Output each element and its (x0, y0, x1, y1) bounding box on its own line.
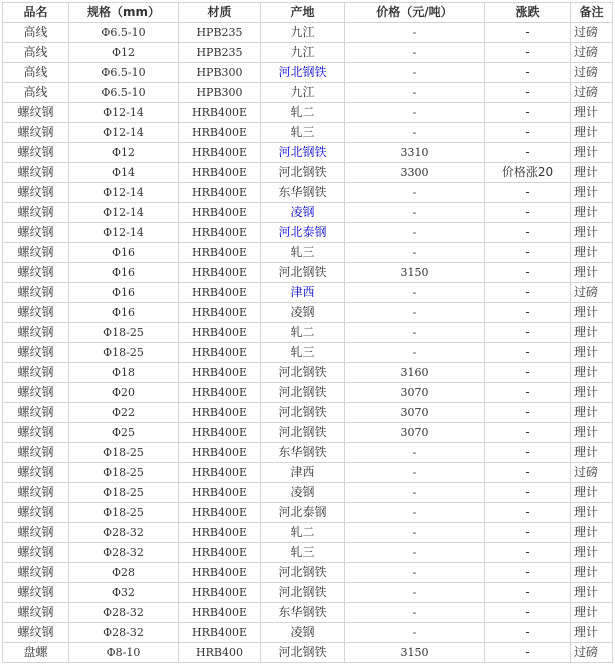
cell-spec: Φ6.5-10 (69, 63, 179, 83)
cell-origin: 河北钢铁 (261, 403, 345, 423)
cell-name: 螺纹钢 (3, 123, 69, 143)
cell-spec: Φ28-32 (69, 603, 179, 623)
cell-price: - (345, 23, 485, 43)
cell-origin: 凌钢 (261, 303, 345, 323)
table-row (3, 163, 613, 183)
cell-note: 过磅 (571, 643, 613, 663)
cell-name: 螺纹钢 (3, 223, 69, 243)
cell-material: HRB400E (179, 423, 261, 443)
cell-price: - (345, 623, 485, 643)
table-row (3, 343, 613, 363)
cell-price: - (345, 503, 485, 523)
cell-spec: Φ28 (69, 563, 179, 583)
cell-change: - (485, 543, 571, 563)
cell-origin-link[interactable]: 河北泰钢 (261, 223, 345, 243)
cell-price: - (345, 463, 485, 483)
cell-origin: 河北泰钢 (261, 503, 345, 523)
cell-change: - (485, 583, 571, 603)
cell-change: - (485, 303, 571, 323)
cell-origin: 轧二 (261, 323, 345, 343)
cell-origin: 河北钢铁 (261, 423, 345, 443)
cell-price: 3070 (345, 403, 485, 423)
cell-spec: Φ12-14 (69, 223, 179, 243)
cell-origin: 轧三 (261, 543, 345, 563)
cell-note: 理计 (571, 163, 613, 183)
cell-name: 螺纹钢 (3, 603, 69, 623)
cell-material: HRB400E (179, 223, 261, 243)
cell-material: HRB400E (179, 463, 261, 483)
cell-note: 过磅 (571, 83, 613, 103)
cell-name: 螺纹钢 (3, 303, 69, 323)
cell-spec: Φ12-14 (69, 123, 179, 143)
header-material: 材质 (179, 3, 261, 23)
cell-price: - (345, 323, 485, 343)
cell-name: 螺纹钢 (3, 243, 69, 263)
cell-change: - (485, 223, 571, 243)
cell-change: - (485, 203, 571, 223)
cell-material: HRB400E (179, 523, 261, 543)
cell-name: 螺纹钢 (3, 343, 69, 363)
cell-material: HRB400E (179, 243, 261, 263)
table-row (3, 43, 613, 63)
cell-origin: 东华钢铁 (261, 183, 345, 203)
cell-price: - (345, 343, 485, 363)
cell-name: 螺纹钢 (3, 503, 69, 523)
cell-spec: Φ25 (69, 423, 179, 443)
cell-note: 理计 (571, 243, 613, 263)
cell-name: 螺纹钢 (3, 203, 69, 223)
cell-material: HRB400E (179, 283, 261, 303)
cell-note: 理计 (571, 383, 613, 403)
cell-spec: Φ8-10 (69, 643, 179, 663)
table-row (3, 303, 613, 323)
table-row (3, 383, 613, 403)
cell-spec: Φ12 (69, 143, 179, 163)
cell-price: 3150 (345, 263, 485, 283)
table-row (3, 543, 613, 563)
cell-spec: Φ16 (69, 283, 179, 303)
cell-name: 盘螺 (3, 643, 69, 663)
table-row (3, 123, 613, 143)
cell-name: 高线 (3, 23, 69, 43)
cell-material: HRB400E (179, 383, 261, 403)
cell-price: - (345, 283, 485, 303)
cell-price: - (345, 303, 485, 323)
cell-price: - (345, 183, 485, 203)
cell-origin: 河北钢铁 (261, 643, 345, 663)
cell-spec: Φ18 (69, 363, 179, 383)
cell-material: HRB400E (179, 163, 261, 183)
cell-change: - (485, 623, 571, 643)
cell-origin-link[interactable]: 凌钢 (261, 203, 345, 223)
cell-note: 理计 (571, 263, 613, 283)
cell-spec: Φ12-14 (69, 103, 179, 123)
cell-material: HRB400E (179, 263, 261, 283)
cell-change: - (485, 363, 571, 383)
table-row (3, 463, 613, 483)
cell-material: HPB300 (179, 83, 261, 103)
cell-note: 理计 (571, 503, 613, 523)
cell-change: - (485, 23, 571, 43)
cell-name: 螺纹钢 (3, 363, 69, 383)
cell-note: 理计 (571, 143, 613, 163)
cell-note: 过磅 (571, 23, 613, 43)
cell-change: - (485, 503, 571, 523)
cell-material: HRB400E (179, 183, 261, 203)
cell-name: 高线 (3, 83, 69, 103)
cell-spec: Φ6.5-10 (69, 23, 179, 43)
cell-origin: 河北钢铁 (261, 383, 345, 403)
cell-price: - (345, 543, 485, 563)
cell-change: - (485, 643, 571, 663)
cell-spec: Φ28-32 (69, 543, 179, 563)
cell-origin: 津西 (261, 463, 345, 483)
cell-change: 价格涨20 (485, 163, 571, 183)
cell-origin: 轧二 (261, 523, 345, 543)
header-origin: 产地 (261, 3, 345, 23)
cell-spec: Φ18-25 (69, 483, 179, 503)
table-row (3, 503, 613, 523)
cell-material: HRB400E (179, 363, 261, 383)
cell-spec: Φ14 (69, 163, 179, 183)
table-row (3, 483, 613, 503)
cell-note: 理计 (571, 183, 613, 203)
cell-change: - (485, 463, 571, 483)
cell-spec: Φ28-32 (69, 523, 179, 543)
cell-price: - (345, 583, 485, 603)
cell-change: - (485, 183, 571, 203)
cell-name: 螺纹钢 (3, 583, 69, 603)
cell-material: HRB400E (179, 203, 261, 223)
table-row (3, 563, 613, 583)
cell-note: 理计 (571, 523, 613, 543)
cell-material: HRB400E (179, 403, 261, 423)
table-row (3, 183, 613, 203)
cell-name: 螺纹钢 (3, 563, 69, 583)
header-note: 备注 (571, 3, 613, 23)
table-row (3, 243, 613, 263)
cell-origin: 凌钢 (261, 623, 345, 643)
cell-name: 螺纹钢 (3, 443, 69, 463)
cell-name: 螺纹钢 (3, 423, 69, 443)
cell-name: 高线 (3, 43, 69, 63)
cell-name: 螺纹钢 (3, 483, 69, 503)
cell-price: - (345, 443, 485, 463)
cell-material: HPB235 (179, 43, 261, 63)
table-row (3, 443, 613, 463)
cell-material: HRB400E (179, 143, 261, 163)
cell-note: 理计 (571, 443, 613, 463)
cell-origin: 九江 (261, 83, 345, 103)
cell-material: HRB400E (179, 343, 261, 363)
cell-price: 3070 (345, 423, 485, 443)
cell-spec: Φ16 (69, 263, 179, 283)
cell-note: 理计 (571, 323, 613, 343)
table-row (3, 363, 613, 383)
cell-name: 螺纹钢 (3, 103, 69, 123)
cell-note: 理计 (571, 343, 613, 363)
cell-spec: Φ22 (69, 403, 179, 423)
cell-change: - (485, 283, 571, 303)
cell-name: 螺纹钢 (3, 323, 69, 343)
cell-note: 理计 (571, 203, 613, 223)
cell-origin: 河北钢铁 (261, 583, 345, 603)
table-row (3, 63, 613, 83)
cell-change: - (485, 143, 571, 163)
table-row (3, 263, 613, 283)
table-row (3, 423, 613, 443)
cell-origin: 河北钢铁 (261, 263, 345, 283)
table-row (3, 143, 613, 163)
table-row (3, 223, 613, 243)
cell-name: 螺纹钢 (3, 143, 69, 163)
cell-note: 理计 (571, 103, 613, 123)
cell-change: - (485, 103, 571, 123)
cell-origin: 东华钢铁 (261, 603, 345, 623)
cell-price: - (345, 603, 485, 623)
cell-material: HRB400E (179, 563, 261, 583)
cell-spec: Φ18-25 (69, 323, 179, 343)
cell-price: 3160 (345, 363, 485, 383)
table-row (3, 523, 613, 543)
cell-spec: Φ18-25 (69, 463, 179, 483)
cell-name: 螺纹钢 (3, 183, 69, 203)
cell-note: 理计 (571, 603, 613, 623)
cell-origin-link[interactable]: 河北钢铁 (261, 143, 345, 163)
table-body (3, 23, 613, 663)
cell-price: - (345, 203, 485, 223)
cell-material: HPB300 (179, 63, 261, 83)
cell-price: 3150 (345, 643, 485, 663)
cell-spec: Φ18-25 (69, 443, 179, 463)
cell-name: 高线 (3, 63, 69, 83)
cell-spec: Φ20 (69, 383, 179, 403)
cell-price: 3310 (345, 143, 485, 163)
cell-spec: Φ32 (69, 583, 179, 603)
cell-note: 过磅 (571, 43, 613, 63)
cell-note: 理计 (571, 623, 613, 643)
header-change: 涨跌 (485, 3, 571, 23)
cell-note: 理计 (571, 483, 613, 503)
cell-name: 螺纹钢 (3, 163, 69, 183)
table-row (3, 403, 613, 423)
header-spec: 规格（mm） (69, 3, 179, 23)
cell-material: HRB400E (179, 543, 261, 563)
cell-change: - (485, 423, 571, 443)
cell-origin-link[interactable]: 河北钢铁 (261, 63, 345, 83)
cell-name: 螺纹钢 (3, 623, 69, 643)
cell-material: HRB400E (179, 503, 261, 523)
cell-note: 理计 (571, 583, 613, 603)
cell-note: 过磅 (571, 63, 613, 83)
cell-note: 理计 (571, 303, 613, 323)
cell-material: HRB400E (179, 623, 261, 643)
cell-change: - (485, 443, 571, 463)
cell-change: - (485, 83, 571, 103)
cell-change: - (485, 343, 571, 363)
cell-origin: 东华钢铁 (261, 443, 345, 463)
cell-price: - (345, 103, 485, 123)
cell-material: HRB400E (179, 443, 261, 463)
cell-origin: 轧三 (261, 343, 345, 363)
steel-price-table (2, 2, 613, 663)
cell-material: HRB400 (179, 643, 261, 663)
cell-change: - (485, 323, 571, 343)
cell-material: HRB400E (179, 583, 261, 603)
table-row (3, 23, 613, 43)
cell-change: - (485, 123, 571, 143)
cell-origin: 河北钢铁 (261, 363, 345, 383)
cell-origin: 九江 (261, 43, 345, 63)
cell-material: HRB400E (179, 483, 261, 503)
table-row (3, 643, 613, 663)
cell-spec: Φ12-14 (69, 183, 179, 203)
cell-change: - (485, 563, 571, 583)
table-row (3, 623, 613, 643)
cell-price: - (345, 523, 485, 543)
cell-price: 3300 (345, 163, 485, 183)
table-row (3, 203, 613, 223)
cell-material: HRB400E (179, 603, 261, 623)
cell-origin: 轧二 (261, 103, 345, 123)
cell-note: 理计 (571, 363, 613, 383)
cell-note: 过磅 (571, 283, 613, 303)
cell-note: 理计 (571, 423, 613, 443)
cell-origin: 轧三 (261, 123, 345, 143)
table-row (3, 103, 613, 123)
cell-spec: Φ16 (69, 243, 179, 263)
cell-material: HRB400E (179, 123, 261, 143)
cell-change: - (485, 403, 571, 423)
cell-origin-link[interactable]: 津西 (261, 283, 345, 303)
cell-price: - (345, 563, 485, 583)
cell-spec: Φ18-25 (69, 503, 179, 523)
cell-price: - (345, 43, 485, 63)
cell-change: - (485, 243, 571, 263)
cell-name: 螺纹钢 (3, 283, 69, 303)
cell-origin: 凌钢 (261, 483, 345, 503)
cell-note: 理计 (571, 123, 613, 143)
cell-material: HRB400E (179, 303, 261, 323)
header-name: 品名 (3, 3, 69, 23)
cell-origin: 九江 (261, 23, 345, 43)
cell-material: HPB235 (179, 23, 261, 43)
cell-change: - (485, 603, 571, 623)
cell-price: - (345, 243, 485, 263)
header-row (3, 3, 613, 23)
cell-name: 螺纹钢 (3, 403, 69, 423)
cell-material: HRB400E (179, 103, 261, 123)
cell-spec: Φ16 (69, 303, 179, 323)
cell-origin: 轧三 (261, 243, 345, 263)
cell-price: - (345, 83, 485, 103)
cell-note: 理计 (571, 223, 613, 243)
cell-name: 螺纹钢 (3, 463, 69, 483)
cell-price: - (345, 483, 485, 503)
cell-note: 理计 (571, 563, 613, 583)
table-row (3, 323, 613, 343)
table-row (3, 583, 613, 603)
cell-change: - (485, 523, 571, 543)
cell-name: 螺纹钢 (3, 543, 69, 563)
cell-change: - (485, 383, 571, 403)
cell-material: HRB400E (179, 323, 261, 343)
cell-change: - (485, 263, 571, 283)
table-row (3, 603, 613, 623)
cell-origin: 河北钢铁 (261, 163, 345, 183)
cell-change: - (485, 63, 571, 83)
table-row (3, 283, 613, 303)
cell-spec: Φ12 (69, 43, 179, 63)
cell-spec: Φ12-14 (69, 203, 179, 223)
cell-price: - (345, 63, 485, 83)
cell-note: 过磅 (571, 463, 613, 483)
cell-name: 螺纹钢 (3, 383, 69, 403)
cell-name: 螺纹钢 (3, 263, 69, 283)
cell-price: - (345, 123, 485, 143)
cell-price: - (345, 223, 485, 243)
header-price: 价格（元/吨） (345, 3, 485, 23)
cell-price: 3070 (345, 383, 485, 403)
cell-spec: Φ6.5-10 (69, 83, 179, 103)
cell-change: - (485, 43, 571, 63)
cell-origin: 河北钢铁 (261, 563, 345, 583)
table-row (3, 83, 613, 103)
cell-note: 理计 (571, 403, 613, 423)
cell-name: 螺纹钢 (3, 523, 69, 543)
cell-spec: Φ18-25 (69, 343, 179, 363)
cell-spec: Φ28-32 (69, 623, 179, 643)
cell-change: - (485, 483, 571, 503)
cell-note: 理计 (571, 543, 613, 563)
